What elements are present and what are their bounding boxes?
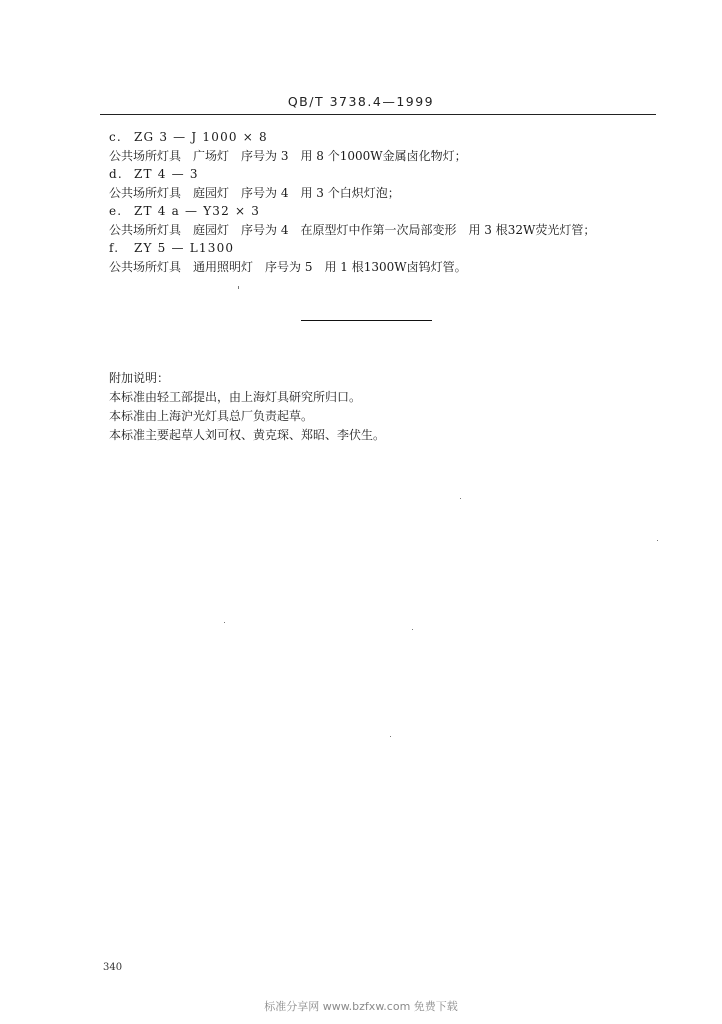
example-letter: c. [109, 130, 122, 144]
example-description-e: 公共场所灯具 庭园灯 序号为 4 在原型灯中作第一次局部变形 用 3 根32W荧光灯管； [109, 222, 596, 237]
scan-speck [390, 736, 391, 737]
notes-line: 本标准由上海沪光灯具总厂负责起草。 [109, 409, 314, 423]
scan-speck [460, 498, 461, 499]
example-code: ZY 5 — L1300 [134, 241, 235, 255]
document-header: QB/T 3738.4—1999 [287, 94, 435, 109]
example-code: ZT 4 a — Y32 × 3 [134, 204, 261, 218]
example-list [109, 128, 669, 276]
example-letter: d. [109, 167, 123, 181]
watermark-text: 标准分享网 www.bzfxw.com 免费下载 [264, 1000, 458, 1013]
example-letter: e. [109, 204, 123, 218]
example-code-e [109, 202, 669, 221]
page-number: 340 [103, 962, 123, 973]
scan-speck [657, 540, 658, 541]
example-description-d: 公共场所灯具 庭园灯 序号为 4 用 3 个白炽灯泡； [109, 185, 400, 200]
example-code-d [109, 165, 669, 184]
example-code: ZG 3 — J 1000 × 8 [134, 130, 268, 144]
scan-speck [238, 286, 239, 289]
example-description-c: 公共场所灯具 广场灯 序号为 3 用 8 个1000W金属卤化物灯； [109, 148, 467, 163]
notes-line: 本标准由轻工部提出，由上海灯具研究所归口。 [109, 390, 362, 404]
scan-speck [412, 629, 413, 630]
example-code: ZT 4 — 3 [134, 167, 199, 181]
example-code-f [109, 239, 669, 258]
additional-notes [109, 369, 669, 445]
example-description-f: 公共场所灯具 通用照明灯 序号为 5 用 1 根1300W卤钨灯管。 [109, 259, 467, 274]
scan-speck [224, 622, 225, 623]
header-rule [100, 114, 656, 115]
example-code-c [109, 128, 669, 147]
section-end-rule [301, 320, 432, 321]
notes-line: 本标准主要起草人刘可权、黄克琛、郑昭、李伏生。 [109, 428, 386, 442]
example-letter: f. [109, 241, 120, 255]
notes-heading: 附加说明： [109, 371, 170, 385]
